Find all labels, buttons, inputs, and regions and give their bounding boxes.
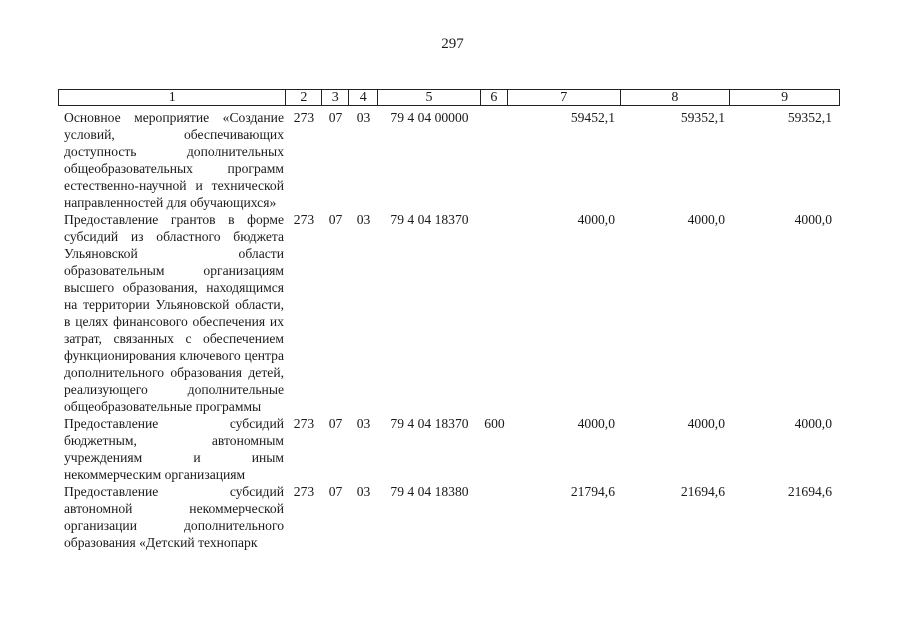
row-amount-7: 21794,6 (570, 484, 615, 499)
header-col-8: 8 (621, 90, 731, 105)
row-code-6 (481, 211, 508, 415)
row-amount-9: 4000,0 (794, 212, 832, 227)
row-amount-7: 4000,0 (577, 212, 615, 227)
row-name: Предоставление субсидий автономной некоммерческой организации дополнительного образования «Детский технопарк (64, 484, 284, 550)
row-amount-8: 21694,6 (680, 484, 725, 499)
table-row (58, 109, 840, 211)
header-col-9: 9 (781, 90, 789, 105)
table-row (58, 415, 840, 483)
header-col-4: 4 (349, 90, 378, 105)
row-code-5: 79 4 04 18370 (390, 212, 469, 227)
row-code-2: 273 (293, 110, 315, 125)
header-col-5: 5 (378, 90, 481, 105)
row-code-2: 273 (293, 484, 315, 499)
row-amount-9: 59352,1 (787, 110, 832, 125)
row-code-4: 03 (356, 416, 371, 431)
header-col-6: 6 (481, 90, 508, 105)
row-code-5: 79 4 04 18370 (390, 416, 469, 431)
row-amount-8: 4000,0 (687, 416, 725, 431)
row-code-3: 07 (328, 484, 343, 499)
page-number: 297 (441, 36, 464, 52)
header-col-2: 2 (286, 90, 322, 105)
row-amount-7: 59452,1 (570, 110, 615, 125)
table-row (58, 211, 840, 415)
row-code-3: 07 (328, 212, 343, 227)
row-code-4: 03 (356, 212, 371, 227)
table-row (58, 483, 840, 551)
row-amount-9: 21694,6 (787, 484, 832, 499)
row-code-3: 07 (328, 416, 343, 431)
row-code-2: 273 (293, 212, 315, 227)
row-name: Основное мероприятие «Создание условий, обеспечивающих доступность дополнительных общеобразовательных программ естественно-научной и технической направленностей для обучающихся» (64, 110, 284, 210)
row-code-6: 600 (484, 416, 505, 431)
header-col-7: 7 (508, 90, 621, 105)
row-code-4: 03 (356, 484, 371, 499)
row-code-6 (481, 483, 508, 551)
header-col-3: 3 (322, 90, 349, 105)
row-code-2: 273 (293, 416, 315, 431)
row-amount-8: 4000,0 (687, 212, 725, 227)
row-amount-7: 4000,0 (577, 416, 615, 431)
row-amount-8: 59352,1 (680, 110, 725, 125)
row-name: Предоставление грантов в форме субсидий из областного бюджета Ульяновской области образовательным организациям высшего образования, находящимся на территории Ульяновской области, в целях финансового обеспечения их затрат, связанных с обеспечением функционирования ключевого центра дополнительного образования детей, реализующего дополнительные общеобразовательные программы (64, 212, 284, 414)
row-code-5: 79 4 04 18380 (390, 484, 469, 499)
row-code-6 (481, 109, 508, 211)
table-header (58, 89, 840, 106)
row-amount-9: 4000,0 (794, 416, 832, 431)
row-code-5: 79 4 04 00000 (390, 110, 469, 125)
row-code-3: 07 (328, 110, 343, 125)
row-name: Предоставление субсидий бюджетным, автономным учреждениям и иным некоммерческим организациям (64, 416, 284, 482)
header-col-1: 1 (59, 90, 286, 105)
budget-table-body (58, 109, 840, 551)
row-code-4: 03 (356, 110, 371, 125)
